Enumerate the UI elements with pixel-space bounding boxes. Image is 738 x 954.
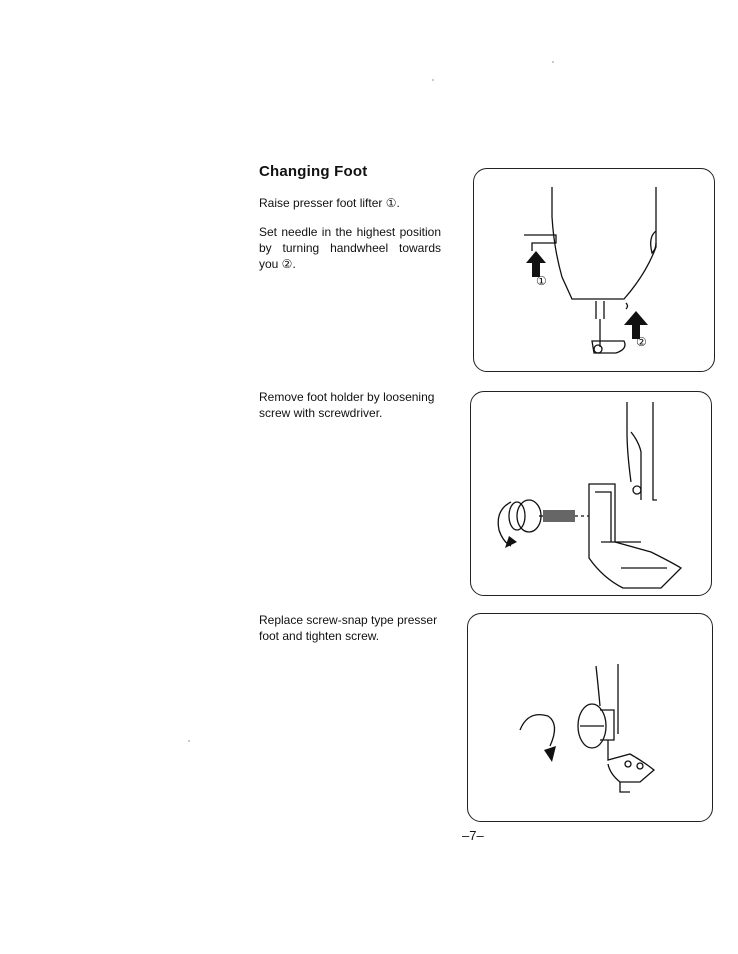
page-number: –7–: [462, 828, 484, 843]
scan-speck: [552, 61, 554, 63]
thread-guide: [626, 303, 628, 309]
callout-1: ①: [536, 274, 547, 288]
presser-bar: [627, 402, 657, 500]
foot-hole-2: [637, 763, 643, 769]
foot-sole: [620, 782, 630, 792]
figure-remove-holder-panel: [470, 391, 712, 596]
scan-speck: [432, 79, 434, 81]
foot-hole-1: [625, 761, 631, 767]
scan-speck: [188, 740, 190, 742]
step-replace-foot: Replace screw-snap type presser foot and tighten screw.: [259, 613, 438, 643]
presser-bar: [596, 664, 618, 734]
foot-holder: [589, 484, 681, 588]
presser-foot: [592, 341, 625, 353]
step-raise-lifter: Raise presser foot lifter ①.: [259, 196, 400, 210]
bar-screw: [633, 486, 641, 494]
step-set-needle: Set needle in the highest position by turning handwheel towards you ②.: [259, 225, 441, 271]
figure-replace-foot: [468, 614, 712, 821]
needle-bar: [596, 301, 604, 319]
screw-thread-fill: [543, 510, 575, 522]
foot-screw: [594, 345, 602, 353]
rotate-ccw-arrow-icon: [505, 536, 517, 548]
rotate-cw-arrow-icon: [544, 746, 556, 762]
section-title: Changing Foot: [259, 163, 368, 180]
callout-2: ②: [636, 335, 647, 349]
figure-remove-holder: [471, 392, 711, 595]
rotation-arc: [520, 715, 555, 746]
holder-clamp: [600, 710, 614, 740]
step-remove-holder: Remove foot holder by loosening screw with screwdriver.: [259, 390, 435, 420]
figure-replace-foot-panel: [467, 613, 713, 822]
figure-raise-lifter: [474, 169, 714, 371]
machine-head-outline: [552, 187, 656, 299]
foot-lifter: [524, 235, 556, 251]
holder-slot: [595, 492, 641, 542]
figure-raise-lifter-panel: [473, 168, 715, 372]
screw-head: [517, 500, 541, 532]
snap-foot: [608, 740, 654, 782]
